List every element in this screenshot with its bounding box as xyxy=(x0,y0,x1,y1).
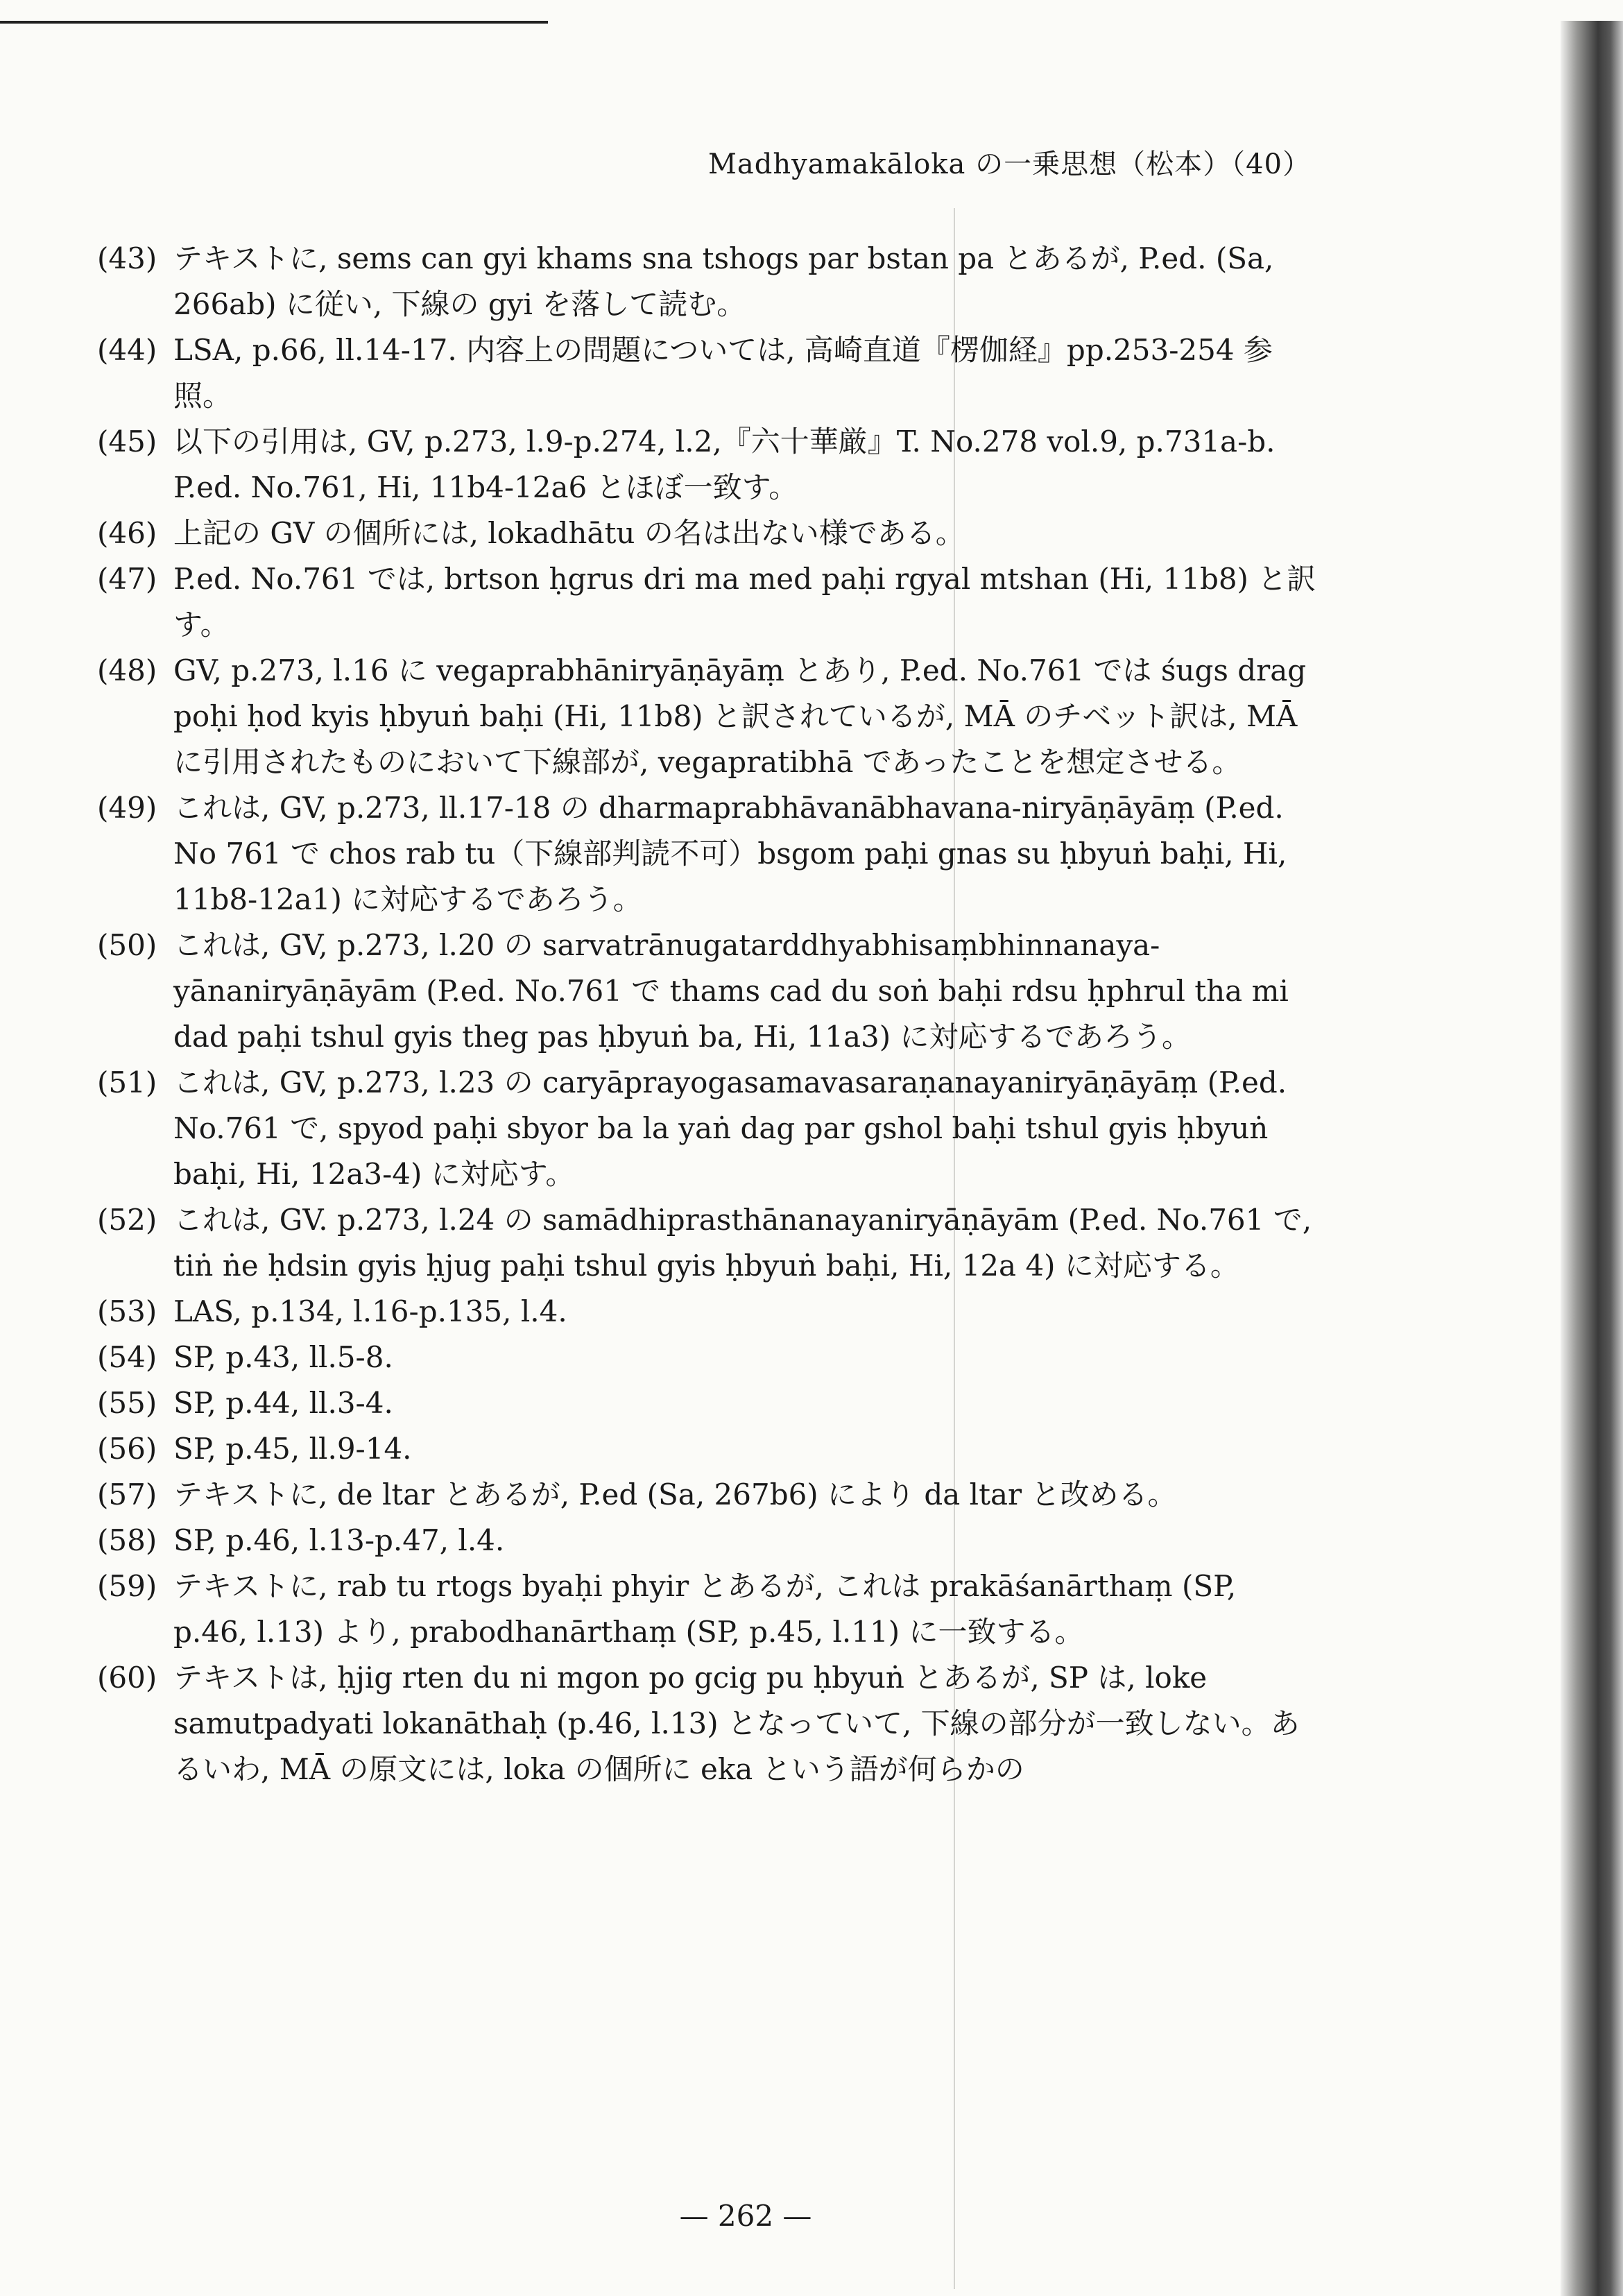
footnote-55 xyxy=(97,1380,1318,1426)
footnote-60 xyxy=(97,1655,1318,1792)
footnote-text: 以下の引用は, GV, p.273, l.9-p.274, l.2,『六十華厳』T. No.278 vol.9, p.731a-b. P.ed. No.761, Hi, 11b4-12a6 とほぼ一致す。 xyxy=(173,425,1276,504)
top-rule xyxy=(0,21,548,24)
footnote-49 xyxy=(97,785,1318,923)
footnote-number: (43) xyxy=(97,241,157,275)
footnote-54 xyxy=(97,1335,1318,1380)
footnote-text: SP, p.44, ll.3-4. xyxy=(173,1386,393,1420)
footnote-number: (50) xyxy=(97,928,157,962)
footnote-57 xyxy=(97,1472,1318,1518)
footnote-list xyxy=(97,236,1318,1792)
footnote-number: (60) xyxy=(97,1661,157,1695)
footnote-number: (53) xyxy=(97,1294,157,1328)
footnote-48 xyxy=(97,648,1318,785)
footnote-number: (51) xyxy=(97,1065,157,1099)
footnote-number: (58) xyxy=(97,1523,157,1557)
running-header: Madhyamakāloka の一乗思想（松本）（40） xyxy=(707,148,1311,180)
footnote-43 xyxy=(97,236,1318,327)
page-number: — 262 — xyxy=(679,2199,812,2233)
footnote-number: (56) xyxy=(97,1432,157,1466)
footnote-text: 上記の GV の個所には, lokadhātu の名は出ない様である。 xyxy=(173,516,965,550)
footnote-text: これは, GV, p.273, l.20 の sarvatrānugatarddhyabhisaṃbhinnanaya-yānaniryāṇāyām (P.ed. No.761 で thams cad du soṅ baḥi rdsu ḥphrul tha mi dad paḥi tshul gyis theg pas ḥbyuṅ ba, Hi, 11a3) に対応するであろう。 xyxy=(173,928,1289,1054)
footnote-text: GV, p.273, l.16 に vegaprabhāniryāṇāyāṃ とあり, P.ed. No.761 では śugs drag poḥi ḥod kyis ḥbyuṅ baḥi (Hi, 11b8) と訳されているが, MĀ のチベット訳は, MĀ に引用されたものにおいて下線部が, vegapratibhā であったことを想定させる。 xyxy=(173,653,1307,779)
footnote-text: SP, p.45, ll.9-14. xyxy=(173,1432,412,1466)
footnote-number: (48) xyxy=(97,653,157,687)
footnote-text: P.ed. No.761 では, brtson ḥgrus dri ma med paḥi rgyal mtshan (Hi, 11b8) と訳す。 xyxy=(173,562,1316,642)
footnote-50 xyxy=(97,923,1318,1060)
footnote-text: これは, GV, p.273, l.23 の caryāprayogasamavasaraṇanayaniryāṇāyāṃ (P.ed. No.761 で, spyod paḥi sbyor ba la yaṅ dag par gshol baḥi tshul gyis ḥbyuṅ baḥi, Hi, 12a3-4) に対応す。 xyxy=(173,1065,1287,1191)
footnote-number: (46) xyxy=(97,516,157,550)
footnote-number: (44) xyxy=(97,333,157,367)
footnote-53 xyxy=(97,1289,1318,1335)
footnote-number: (59) xyxy=(97,1569,157,1603)
footnote-59 xyxy=(97,1563,1318,1655)
footnote-56 xyxy=(97,1426,1318,1472)
footnote-text: SP, p.43, ll.5-8. xyxy=(173,1340,393,1374)
footnote-text: これは, GV. p.273, l.24 の samādhiprasthānanayaniryāṇāyām (P.ed. No.761 で, tiṅ ṅe ḥdsin gyis ḥjug paḥi tshul gyis ḥbyuṅ baḥi, Hi, 12a 4) に対応する。 xyxy=(173,1203,1312,1283)
footnote-number: (52) xyxy=(97,1203,157,1237)
footnote-text: テキストに, de ltar とあるが, P.ed (Sa, 267b6) により da ltar と改める。 xyxy=(173,1477,1177,1511)
footnote-45 xyxy=(97,419,1318,511)
footnote-text: テキストに, rab tu rtogs byaḥi phyir とあるが, これは prakāśanārthaṃ (SP, p.46, l.13) より, prabodhanārthaṃ (SP, p.45, l.11) に一致する。 xyxy=(173,1569,1237,1649)
footnote-51 xyxy=(97,1060,1318,1197)
footnote-text: SP, p.46, l.13-p.47, l.4. xyxy=(173,1523,505,1557)
footnote-number: (55) xyxy=(97,1386,157,1420)
footnote-number: (54) xyxy=(97,1340,157,1374)
footnote-number: (45) xyxy=(97,425,157,459)
footnote-number: (47) xyxy=(97,562,157,596)
footnote-46 xyxy=(97,511,1318,556)
footnote-number: (57) xyxy=(97,1477,157,1511)
footnote-58 xyxy=(97,1518,1318,1563)
footnote-47 xyxy=(97,556,1318,648)
footnote-52 xyxy=(97,1197,1318,1289)
page-edge-shadow xyxy=(1561,21,1623,2296)
footnote-text: テキストに, sems can gyi khams sna tshogs par bstan pa とあるが, P.ed. (Sa, 266ab) に従い, 下線の gyi を落して読む。 xyxy=(173,241,1274,321)
footnote-text: テキストは, ḥjig rten du ni mgon po gcig pu ḥbyuṅ とあるが, SP は, loke samutpadyati lokanāthaḥ (p.46, l.13) となっていて, 下線の部分が一致しない。あるいわ, MĀ の原文には, loka の個所に eka という語が何らかの xyxy=(173,1661,1300,1786)
footnote-text: これは, GV, p.273, ll.17-18 の dharmaprabhāvanābhavana-niryāṇāyāṃ (P.ed. No 761 で chos rab tu（下線部判読不可）bsgom paḥi gnas su ḥbyuṅ baḥi, Hi, 11b8-12a1) に対応するであろう。 xyxy=(173,791,1287,916)
footnote-number: (49) xyxy=(97,791,157,825)
footnote-44 xyxy=(97,327,1318,419)
footnote-text: LAS, p.134, l.16-p.135, l.4. xyxy=(173,1294,567,1328)
footnote-text: LSA, p.66, ll.14-17. 内容上の問題については, 高崎直道『楞伽経』pp.253-254 参照。 xyxy=(173,333,1273,413)
